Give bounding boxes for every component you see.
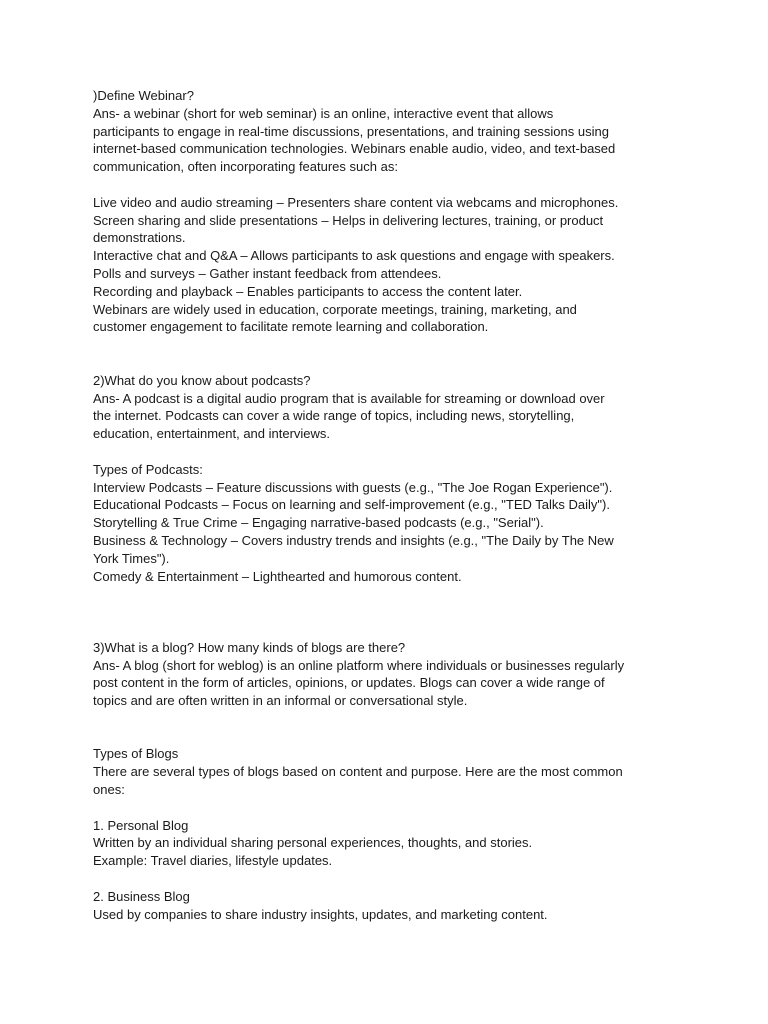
spacer bbox=[93, 585, 693, 603]
personal-blog-title: 1. Personal Blog bbox=[93, 817, 189, 833]
business-blog-title: 2. Business Blog bbox=[93, 888, 190, 904]
document-body bbox=[93, 87, 693, 923]
podcast-type-line: York Times"). bbox=[93, 550, 170, 566]
webinar-feature-line: Live video and audio streaming – Presenters share content via webcams and microphones. bbox=[93, 194, 619, 210]
webinar-feature-line: demonstrations. bbox=[93, 230, 186, 246]
podcast-type-line: Storytelling & True Crime – Engaging narrative-based podcasts (e.g., "Serial"). bbox=[93, 515, 544, 531]
spacer bbox=[93, 354, 693, 372]
spacer bbox=[93, 710, 693, 728]
spacer bbox=[93, 443, 693, 461]
answer-2-line: Ans- A podcast is a digital audio program that is available for streaming or download over bbox=[93, 390, 605, 406]
answer-1-line: Ans- a webinar (short for web seminar) is an online, interactive event that allows bbox=[93, 105, 554, 121]
webinar-feature-line: Screen sharing and slide presentations – Helps in delivering lectures, training, or product bbox=[93, 212, 604, 228]
spacer bbox=[93, 176, 693, 194]
podcast-types-heading: Types of Podcasts: bbox=[93, 461, 203, 477]
spacer bbox=[93, 336, 693, 354]
spacer bbox=[93, 799, 693, 817]
podcast-type-line: Comedy & Entertainment – Lighthearted and humorous content. bbox=[93, 568, 462, 584]
answer-3-line: topics and are often written in an informal or conversational style. bbox=[93, 693, 468, 709]
blog-types-intro-line: ones: bbox=[93, 782, 125, 798]
personal-blog-line: Example: Travel diaries, lifestyle updates. bbox=[93, 853, 333, 869]
podcast-type-line: Interview Podcasts – Feature discussions with guests (e.g., "The Joe Rogan Experience"). bbox=[93, 479, 613, 495]
spacer bbox=[93, 603, 693, 621]
answer-2-line: education, entertainment, and interviews. bbox=[93, 426, 331, 442]
podcast-type-line: Educational Podcasts – Focus on learning and self-improvement (e.g., "TED Talks Daily"). bbox=[93, 497, 610, 513]
webinar-feature-line: Webinars are widely used in education, corporate meetings, training, marketing, and bbox=[93, 301, 577, 317]
answer-3-line: Ans- A blog (short for weblog) is an online platform where individuals or businesses regularly bbox=[93, 657, 625, 673]
blog-types-intro-line: There are several types of blogs based on content and purpose. Here are the most common bbox=[93, 764, 623, 780]
spacer bbox=[93, 870, 693, 888]
webinar-feature-line: Interactive chat and Q&A – Allows participants to ask questions and engage with speakers. bbox=[93, 248, 615, 264]
answer-1-line: communication, often incorporating features such as: bbox=[93, 159, 398, 175]
personal-blog-line: Written by an individual sharing personal experiences, thoughts, and stories. bbox=[93, 835, 533, 851]
blog-types-heading: Types of Blogs bbox=[93, 746, 179, 762]
webinar-feature-line: Recording and playback – Enables participants to access the content later. bbox=[93, 283, 523, 299]
question-1: )Define Webinar? bbox=[93, 88, 194, 103]
spacer bbox=[93, 728, 693, 746]
answer-2-line: the internet. Podcasts can cover a wide range of topics, including news, storytelling, bbox=[93, 408, 575, 424]
spacer bbox=[93, 621, 693, 639]
webinar-feature-line: Polls and surveys – Gather instant feedback from attendees. bbox=[93, 265, 442, 281]
business-blog-line: Used by companies to share industry insights, updates, and marketing content. bbox=[93, 906, 548, 922]
answer-3-line: post content in the form of articles, opinions, or updates. Blogs can cover a wide range of bbox=[93, 675, 605, 691]
podcast-type-line: Business & Technology – Covers industry trends and insights (e.g., "The Daily by The New bbox=[93, 532, 614, 548]
answer-1-line: internet-based communication technologies. Webinars enable audio, video, and text-based bbox=[93, 141, 616, 157]
question-2: 2)What do you know about podcasts? bbox=[93, 372, 311, 388]
webinar-feature-line: customer engagement to facilitate remote learning and collaboration. bbox=[93, 319, 489, 335]
answer-1-line: participants to engage in real-time discussions, presentations, and training sessions using bbox=[93, 123, 609, 139]
question-3: 3)What is a blog? How many kinds of blogs are there? bbox=[93, 639, 406, 655]
